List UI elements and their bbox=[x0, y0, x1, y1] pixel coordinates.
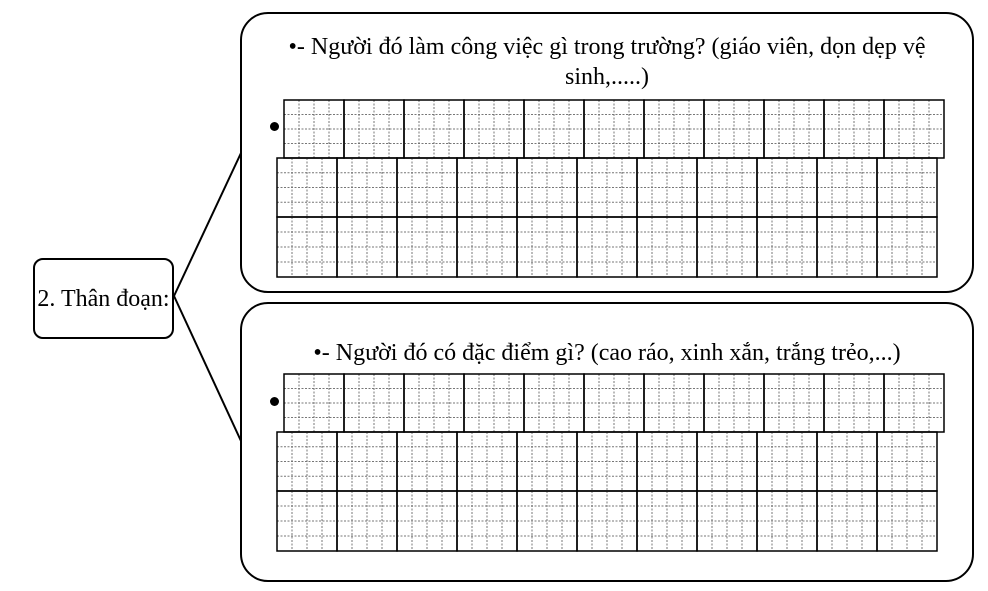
prompt-text: •- Người đó có đặc điểm gì? (cao ráo, xinh xắn, trắng trẻo,...) bbox=[313, 340, 901, 366]
prompt-text: •- Người đó làm công việc gì trong trường? (giáo viên, dọn dẹp vệ sinh,.....) bbox=[288, 34, 926, 90]
bullet-icon bbox=[270, 122, 279, 131]
section-label: 2. Thân đoạn: bbox=[37, 285, 170, 312]
bullet-icon bbox=[270, 397, 279, 406]
